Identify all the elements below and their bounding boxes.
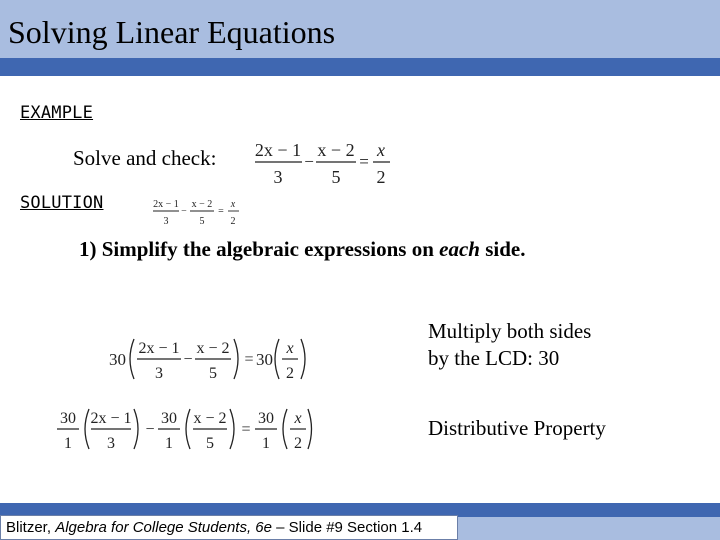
eq-small-equals: = [218, 206, 224, 217]
dist-a-den: 1 [64, 435, 72, 452]
dist-b-num: 30 [161, 410, 177, 427]
eq-small-frac1-den: 3 [163, 216, 169, 227]
dist-frac1-den: 3 [107, 435, 115, 452]
eq-small-rhs-den: 2 [230, 216, 236, 227]
note-lcd-line1: Multiply both sides [428, 319, 592, 343]
eq-rhs-num: x [377, 140, 385, 160]
equation-main [250, 138, 395, 195]
lcd-frac2-num: x − 2 [196, 340, 230, 357]
note-distributive: Distributive Property [428, 416, 606, 440]
lcd-left-factor: 30 [109, 350, 126, 369]
lcd-right-factor: 30 [256, 350, 273, 369]
eq-small-rhs-num: x [230, 199, 236, 210]
equation-lcd-multiply [108, 333, 308, 390]
footer-slide-info: – Slide #9 Section 1.4 [272, 519, 423, 536]
dist-b-den: 1 [165, 435, 173, 452]
eq-small-frac1-num: 2x − 1 [153, 199, 179, 210]
step-1-text-before: Simplify the algebraic expressions on [101, 237, 440, 261]
solution-label: SOLUTION [20, 193, 104, 213]
dist-frac1-num: 2x − 1 [90, 410, 132, 427]
eq-frac2-den: 5 [331, 167, 341, 187]
dist-c-num: 30 [258, 410, 274, 427]
lcd-rhs-den: 2 [286, 365, 294, 382]
dist-a-num: 30 [60, 410, 76, 427]
step-1-number: 1) [79, 237, 102, 261]
eq-small-frac2-num: x − 2 [191, 199, 213, 210]
lcd-equals: = [244, 351, 254, 368]
eq-rhs-den: 2 [376, 167, 386, 187]
eq-small-minus: − [181, 206, 187, 217]
lcd-frac1-den: 3 [155, 365, 163, 382]
dist-rhs-num: x [294, 410, 302, 427]
example-label: EXAMPLE [20, 103, 94, 123]
step-1-text-after: side. [479, 237, 526, 261]
eq-minus: − [304, 152, 314, 171]
dist-frac2-num: x − 2 [193, 410, 227, 427]
slide-title: Solving Linear Equations [8, 14, 336, 50]
lcd-frac1-num: 2x − 1 [138, 340, 180, 357]
eq-equals: = [359, 152, 369, 171]
step-1-heading [79, 237, 525, 262]
lcd-rhs-num: x [286, 340, 294, 357]
footer-author: Blitzer, [6, 519, 56, 536]
dist-c-den: 1 [262, 435, 270, 452]
footer-citation [6, 519, 422, 536]
dist-rhs-den: 2 [294, 435, 302, 452]
lcd-frac2-den: 5 [209, 365, 217, 382]
eq-frac2-num: x − 2 [317, 140, 355, 160]
note-lcd-line2: by the LCD: 30 [428, 346, 560, 370]
equation-distributive [55, 403, 315, 460]
eq-frac1-num: 2x − 1 [254, 140, 302, 160]
footer-book-title: Algebra for College Students, 6e [55, 519, 272, 536]
step-1-emphasis: each [439, 237, 480, 261]
equation-small [150, 196, 242, 233]
eq-small-frac2-den: 5 [199, 216, 205, 227]
eq-frac1-den: 3 [273, 167, 283, 187]
dist-frac2-den: 5 [206, 435, 214, 452]
lcd-minus: − [183, 351, 193, 368]
title-stripe [0, 58, 720, 76]
dist-equals: = [241, 421, 251, 438]
solve-prompt: Solve and check: [73, 146, 217, 170]
dist-minus: − [145, 421, 155, 438]
